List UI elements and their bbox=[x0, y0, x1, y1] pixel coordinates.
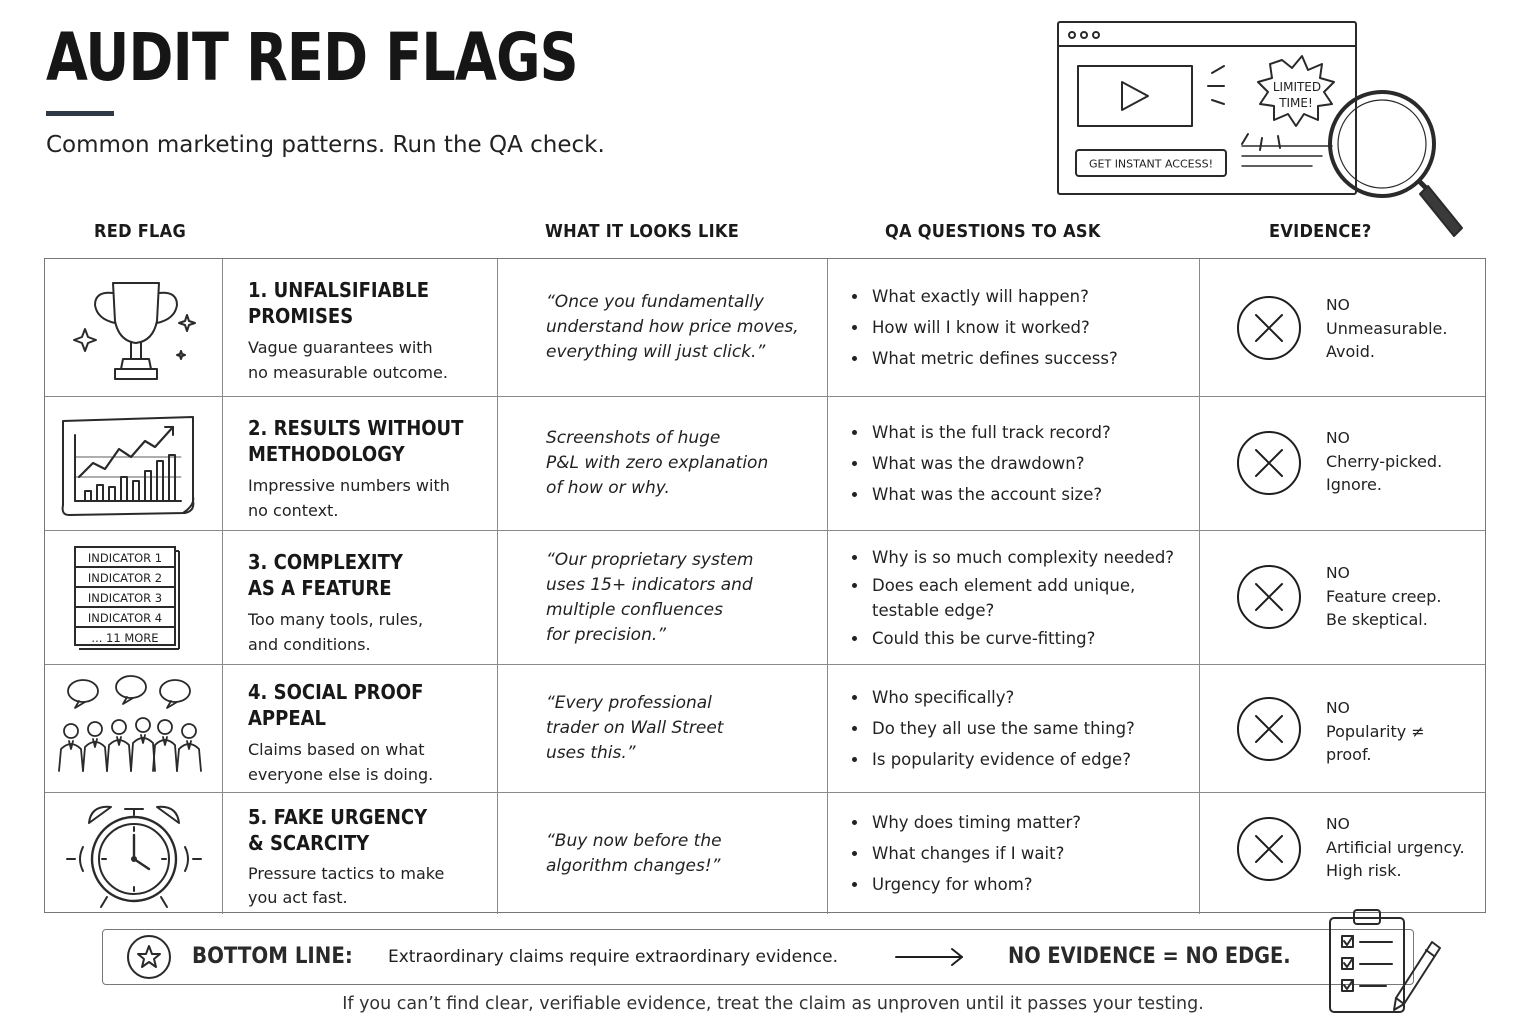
row-evidence-cell bbox=[1200, 259, 1487, 396]
example-quote: “Once you fundamentally understand how price moves, everything will just click.” bbox=[546, 292, 799, 362]
qa-question-list bbox=[850, 414, 1202, 513]
row-qa-cell bbox=[828, 665, 1200, 792]
flag-description: Pressure tactics to make you act fast. bbox=[248, 864, 445, 907]
arrow-right-icon bbox=[894, 946, 968, 968]
evidence-answer: NO bbox=[1326, 564, 1350, 582]
evidence-answer: NO bbox=[1326, 815, 1350, 833]
table-row bbox=[45, 259, 1485, 397]
table-row bbox=[45, 531, 1485, 665]
x-circle-icon bbox=[1236, 564, 1302, 630]
chart-icon bbox=[55, 405, 213, 523]
qa-question: What changes if I wait? bbox=[850, 841, 1202, 866]
evidence-note: Feature creep. Be skeptical. bbox=[1326, 587, 1442, 629]
row-icon-cell bbox=[45, 665, 223, 792]
flag-title: 5. FAKE URGENCY & SCARCITY bbox=[248, 805, 428, 855]
footer-note: If you can’t find clear, verifiable evidence, treat the claim as unproven until it passes your testing. bbox=[342, 994, 1204, 1014]
bottom-line-label: BOTTOM LINE: bbox=[192, 944, 353, 969]
evidence-verdict bbox=[1326, 294, 1476, 363]
row-icon-cell bbox=[45, 531, 223, 664]
qa-question-list bbox=[850, 542, 1202, 654]
evidence-answer: NO bbox=[1326, 296, 1350, 314]
column-header-looks-like: WHAT IT LOOKS LIKE bbox=[545, 221, 740, 242]
row-flag-cell bbox=[223, 793, 498, 914]
browser-magnifier-illustration bbox=[1052, 18, 1482, 243]
table-row bbox=[45, 665, 1485, 793]
qa-question: What was the drawdown? bbox=[850, 451, 1202, 476]
evidence-answer: NO bbox=[1326, 429, 1350, 447]
x-circle-icon bbox=[1236, 696, 1302, 762]
row-qa-cell bbox=[828, 531, 1200, 664]
video-frame bbox=[1078, 66, 1192, 126]
red-flags-table bbox=[44, 258, 1486, 913]
qa-question: Urgency for whom? bbox=[850, 872, 1202, 897]
row-icon-cell bbox=[45, 793, 223, 914]
example-quote: “Our proprietary system uses 15+ indicators and multiple confluences for precision.” bbox=[546, 549, 754, 645]
evidence-note: Popularity ≠ proof. bbox=[1326, 722, 1425, 764]
qa-question: What exactly will happen? bbox=[850, 284, 1202, 309]
row-evidence-cell bbox=[1200, 397, 1487, 530]
badge-text-2: TIME! bbox=[1279, 96, 1313, 110]
evidence-verdict bbox=[1326, 562, 1476, 631]
star-badge-icon bbox=[126, 934, 172, 980]
row-looks-like-cell bbox=[498, 259, 828, 396]
indicator-label: INDICATOR 3 bbox=[87, 591, 163, 605]
example-quote: Screenshots of huge P&L with zero explanation of how or why. bbox=[546, 428, 769, 498]
x-circle-icon bbox=[1236, 816, 1302, 882]
play-icon bbox=[1122, 82, 1148, 110]
evidence-note: Unmeasurable. Avoid. bbox=[1326, 319, 1448, 361]
row-evidence-cell bbox=[1200, 665, 1487, 792]
qa-question-list bbox=[850, 804, 1202, 903]
evidence-note: Cherry-picked. Ignore. bbox=[1326, 452, 1443, 494]
flag-title: 3. COMPLEXITY AS A FEATURE bbox=[248, 550, 403, 600]
row-looks-like-cell bbox=[498, 665, 828, 792]
title-underline bbox=[46, 111, 114, 116]
row-looks-like-cell bbox=[498, 531, 828, 664]
qa-question: What metric defines success? bbox=[850, 346, 1202, 371]
flag-description: Too many tools, rules, and conditions. bbox=[248, 610, 424, 654]
table-row bbox=[45, 793, 1485, 914]
qa-question-list bbox=[850, 679, 1202, 778]
qa-question: Do they all use the same thing? bbox=[850, 716, 1202, 741]
flag-title: 2. RESULTS WITHOUT METHODOLOGY bbox=[248, 416, 464, 466]
badge-text-1: LIMITED bbox=[1272, 80, 1322, 94]
flag-description: Claims based on what everyone else is doing. bbox=[248, 740, 434, 784]
flag-description: Vague guarantees with no measurable outcome. bbox=[248, 338, 448, 382]
bottom-line-statement: Extraordinary claims require extraordinary evidence. bbox=[388, 947, 839, 967]
cta-button-label: GET INSTANT ACCESS! bbox=[1089, 157, 1213, 171]
qa-question: Why is so much complexity needed? bbox=[850, 545, 1202, 570]
indicator-label: INDICATOR 2 bbox=[87, 571, 163, 585]
row-flag-cell bbox=[223, 665, 498, 792]
row-looks-like-cell bbox=[498, 793, 828, 914]
row-icon-cell bbox=[45, 259, 223, 396]
evidence-note: Artificial urgency. High risk. bbox=[1326, 838, 1465, 880]
row-qa-cell bbox=[828, 397, 1200, 530]
row-flag-cell bbox=[223, 531, 498, 664]
qa-question: What was the account size? bbox=[850, 482, 1202, 507]
flag-title: 4. SOCIAL PROOF APPEAL bbox=[248, 680, 424, 730]
evidence-verdict bbox=[1326, 427, 1476, 496]
indicator-label: INDICATOR 4 bbox=[87, 611, 163, 625]
evidence-verdict bbox=[1326, 813, 1476, 882]
qa-question: Why does timing matter? bbox=[850, 810, 1202, 835]
bottom-line-conclusion: NO EVIDENCE = NO EDGE. bbox=[1008, 944, 1291, 969]
column-header-red-flag: RED FLAG bbox=[94, 221, 187, 242]
flag-title: 1. UNFALSIFIABLE PROMISES bbox=[248, 278, 430, 328]
qa-question: How will I know it worked? bbox=[850, 315, 1202, 340]
row-evidence-cell bbox=[1200, 531, 1487, 664]
row-flag-cell bbox=[223, 259, 498, 396]
column-header-qa-questions: QA QUESTIONS TO ASK bbox=[885, 221, 1101, 242]
table-row bbox=[45, 397, 1485, 531]
row-flag-cell bbox=[223, 397, 498, 530]
qa-question: Is popularity evidence of edge? bbox=[850, 747, 1202, 772]
row-evidence-cell bbox=[1200, 793, 1487, 914]
qa-question: Could this be curve-fitting? bbox=[850, 626, 1202, 651]
qa-question-list bbox=[850, 278, 1202, 377]
alarm-clock-icon bbox=[55, 797, 213, 909]
qa-question: Who specifically? bbox=[850, 685, 1202, 710]
indicator-label: ... 11 MORE bbox=[91, 631, 159, 645]
crowd-icon bbox=[55, 675, 213, 785]
qa-question: What is the full track record? bbox=[850, 420, 1202, 445]
x-circle-icon bbox=[1236, 430, 1302, 496]
evidence-answer: NO bbox=[1326, 699, 1350, 717]
example-quote: “Buy now before the algorithm changes!” bbox=[546, 830, 722, 876]
row-qa-cell bbox=[828, 793, 1200, 914]
magnifier-handle bbox=[1420, 186, 1462, 236]
page-subtitle: Common marketing patterns. Run the QA check. bbox=[46, 132, 605, 158]
example-quote: “Every professional trader on Wall Street uses this.” bbox=[546, 693, 724, 763]
trophy-icon bbox=[55, 267, 213, 389]
row-qa-cell bbox=[828, 259, 1200, 396]
qa-question: Does each element add unique, testable edge? bbox=[850, 573, 1162, 623]
indicator-list-icon bbox=[55, 543, 213, 651]
row-looks-like-cell bbox=[498, 397, 828, 530]
flag-description: Impressive numbers with no context. bbox=[248, 476, 450, 520]
column-header-evidence: EVIDENCE? bbox=[1269, 221, 1372, 242]
x-circle-icon bbox=[1236, 295, 1302, 361]
evidence-verdict bbox=[1326, 697, 1476, 766]
indicator-label: INDICATOR 1 bbox=[87, 551, 163, 565]
row-icon-cell bbox=[45, 397, 223, 530]
page-title: AUDIT RED FLAGS bbox=[46, 19, 578, 96]
